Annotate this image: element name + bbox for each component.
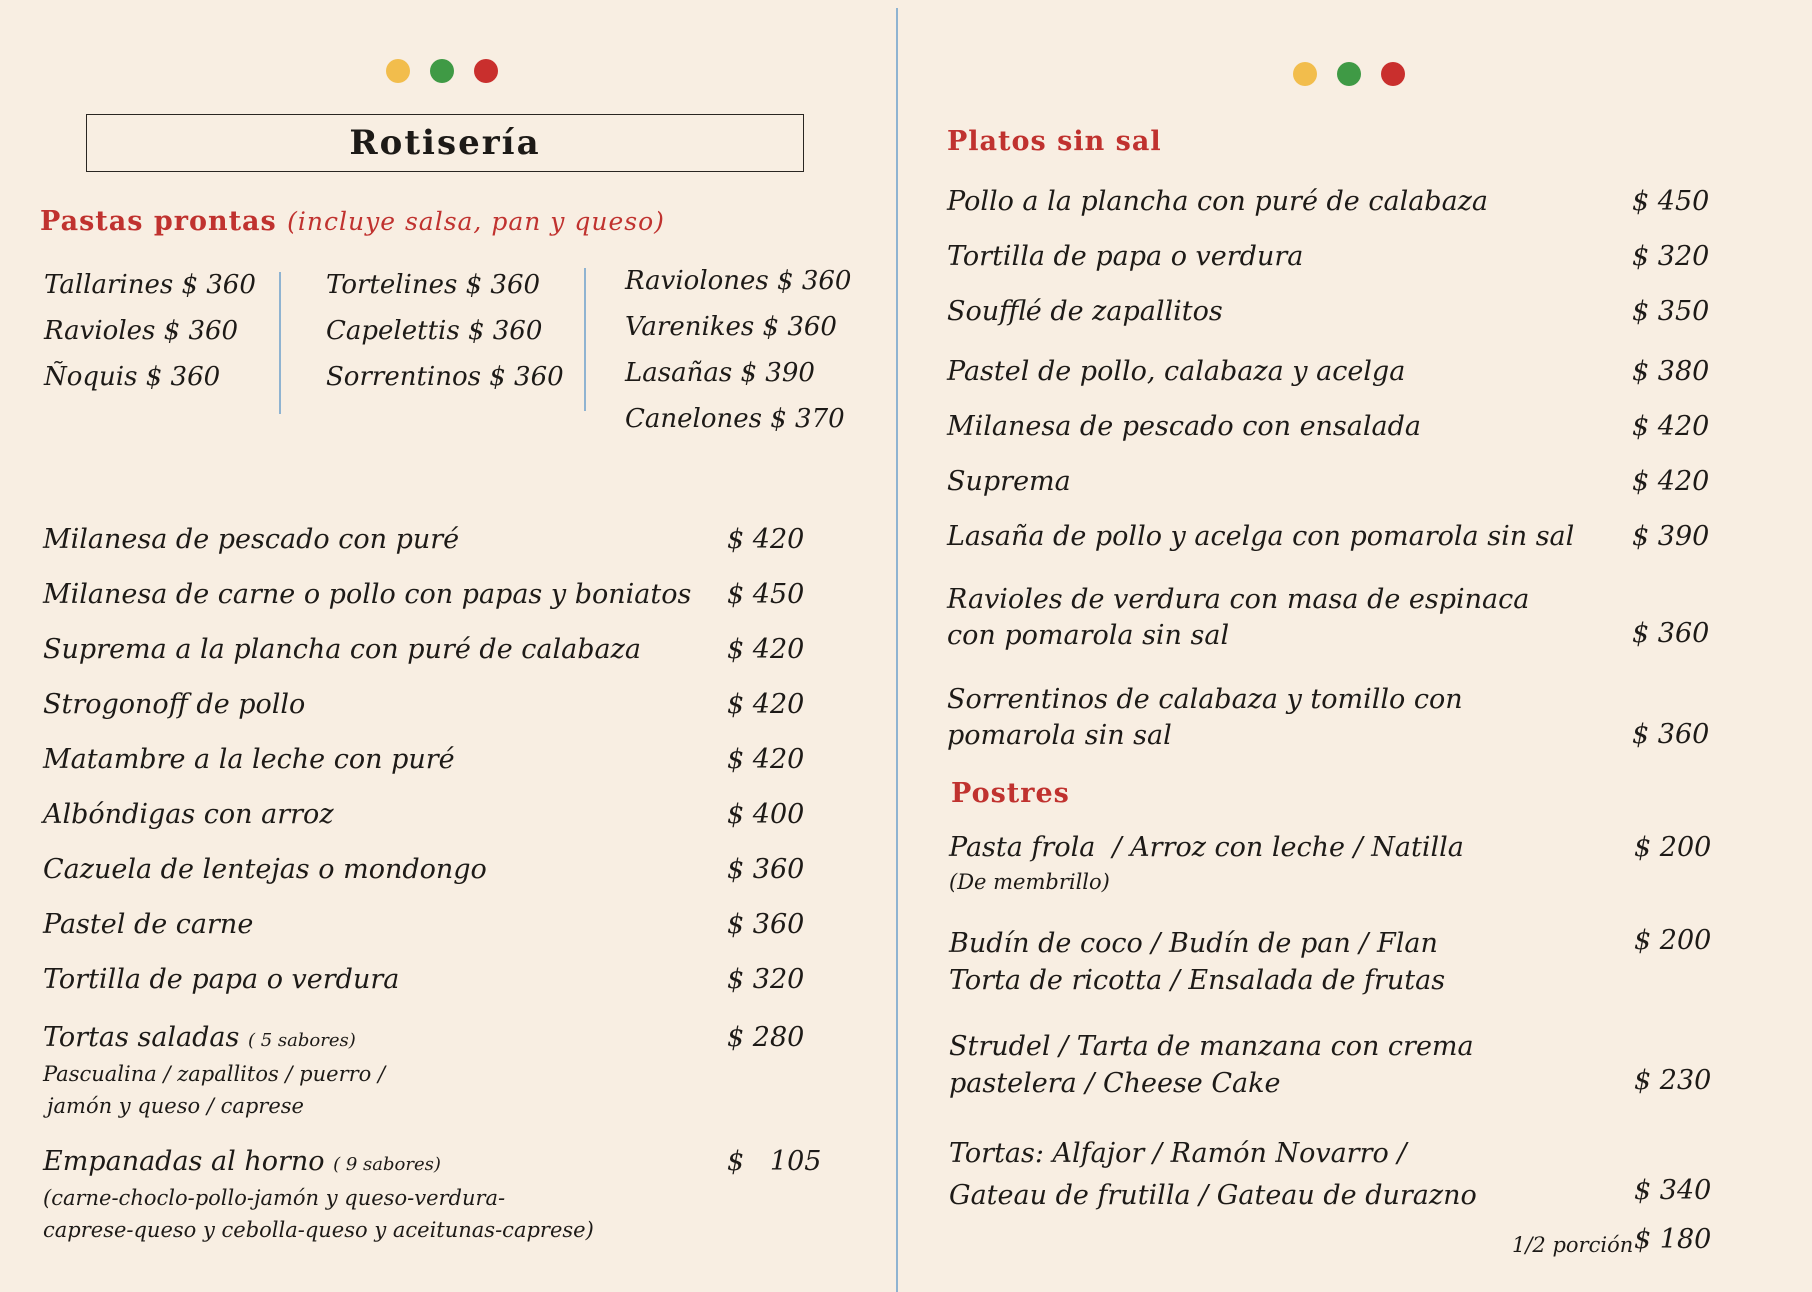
dish-name: Suprema a la plancha con puré de calabaza xyxy=(43,634,641,665)
decorative-dots xyxy=(1293,62,1405,86)
dish-price: $ 350 xyxy=(1632,296,1710,327)
dish-name: Strogonoff de pollo xyxy=(43,689,306,720)
tortas-saladas-note: ( 5 sabores) xyxy=(247,1030,356,1051)
dish-price: $ 360 xyxy=(727,854,805,885)
flavor-line: Pascualina / zapallitos / puerro / xyxy=(43,1062,386,1086)
empanadas-name xyxy=(43,1146,441,1177)
decorative-dots xyxy=(386,59,498,83)
dish-price: $ 420 xyxy=(727,524,805,555)
pastas-heading-label: Pastas prontas xyxy=(40,206,277,237)
dish-name: Cazuela de lentejas o mondongo xyxy=(43,854,487,885)
pasta-item: Sorrentinos $ 360 xyxy=(326,362,564,392)
pastas-heading xyxy=(40,206,665,237)
yellow-dot-icon xyxy=(386,59,410,83)
tortas-saladas-name xyxy=(43,1022,356,1053)
pasta-item: Tallarines $ 360 xyxy=(44,270,256,300)
postre-group xyxy=(949,1028,1474,1102)
dish-name: Pastel de carne xyxy=(43,909,254,940)
dish-name: Suprema xyxy=(947,466,1071,497)
tortas-saladas-flavors xyxy=(43,1058,385,1122)
dish-line: Sorrentinos de calabaza y tomillo con xyxy=(947,684,1463,715)
flavor-line: caprese-queso y cebolla-queso y aceitunas-caprese) xyxy=(43,1218,594,1242)
dish-price: $ 390 xyxy=(1632,521,1710,552)
dish-price: $ 380 xyxy=(1632,356,1710,387)
pasta-item: Raviolones $ 360 xyxy=(625,266,852,296)
dish-price: $ 420 xyxy=(727,744,805,775)
column-divider xyxy=(584,268,586,411)
postre-price: $ 200 xyxy=(1634,832,1712,863)
dish-line: pomarola sin sal xyxy=(947,720,1172,751)
postre-price: $ 340 xyxy=(1634,1175,1712,1206)
postres-heading: Postres xyxy=(951,778,1070,809)
dish-name: Soufflé de zapallitos xyxy=(947,296,1223,327)
postre-line: Torta de ricotta / Ensalada de frutas xyxy=(949,965,1446,996)
pasta-item: Canelones $ 370 xyxy=(625,404,845,434)
pastas-subheading: (incluye salsa, pan y queso) xyxy=(287,207,665,236)
empanadas-label: Empanadas al horno xyxy=(43,1146,325,1177)
pasta-item: Ñoquis $ 360 xyxy=(44,362,221,392)
pastas-column-1 xyxy=(44,262,256,400)
empanadas-note: ( 9 sabores) xyxy=(333,1154,441,1175)
dish-line: Ravioles de verdura con masa de espinaca xyxy=(947,584,1530,615)
pasta-item: Tortelines $ 360 xyxy=(326,270,541,300)
red-dot-icon xyxy=(474,59,498,83)
dish-name: Lasaña de pollo y acelga con pomarola sin sal xyxy=(947,521,1575,552)
postre-line: Gateau de frutilla / Gateau de durazno xyxy=(949,1180,1477,1211)
dish-line: con pomarola sin sal xyxy=(947,620,1230,651)
dish-price: $ 360 xyxy=(1632,618,1710,649)
dish-name: Milanesa de carne o pollo con papas y boniatos xyxy=(43,579,692,610)
postre-price: $ 230 xyxy=(1634,1065,1712,1096)
dish-name: Milanesa de pescado con ensalada xyxy=(947,411,1422,442)
flavor-line: (carne-choclo-pollo-jamón y queso-verdura- xyxy=(43,1186,506,1210)
postre-line: pastelera / Cheese Cake xyxy=(949,1068,1281,1099)
empanadas-price: $ 105 xyxy=(727,1146,822,1177)
page-title: Rotisería xyxy=(86,114,804,172)
dish-price: $ 420 xyxy=(727,634,805,665)
pasta-item: Ravioles $ 360 xyxy=(44,316,239,346)
dish-price: $ 400 xyxy=(727,799,805,830)
page-divider xyxy=(896,8,898,1292)
dish-price: $ 360 xyxy=(1632,719,1710,750)
dish-name: Pastel de pollo, calabaza y acelga xyxy=(947,356,1406,387)
left-page xyxy=(0,0,896,1292)
green-dot-icon xyxy=(430,59,454,83)
dish-name: Matambre a la leche con puré xyxy=(43,744,455,775)
sorrentinos-sin-sal xyxy=(947,682,1463,754)
dish-name: Tortilla de papa o verdura xyxy=(43,964,400,995)
ravioles-sin-sal xyxy=(947,582,1529,654)
tortas-saladas-label: Tortas saladas xyxy=(43,1022,240,1053)
dish-price: $ 450 xyxy=(727,579,805,610)
tortas-saladas-price: $ 280 xyxy=(727,1022,805,1053)
postre-note: (De membrillo) xyxy=(949,870,1110,894)
sin-sal-heading: Platos sin sal xyxy=(947,126,1162,157)
empanadas-flavors xyxy=(43,1182,594,1246)
postre-line: Strudel / Tarta de manzana con crema xyxy=(949,1031,1474,1062)
dish-name: Milanesa de pescado con puré xyxy=(43,524,460,555)
dish-price: $ 360 xyxy=(727,909,805,940)
dish-price: $ 420 xyxy=(727,689,805,720)
postre-group xyxy=(949,925,1445,999)
right-page xyxy=(899,0,1812,1292)
dish-price: $ 320 xyxy=(727,964,805,995)
yellow-dot-icon xyxy=(1293,62,1317,86)
postre-price: $ 200 xyxy=(1634,925,1712,956)
pasta-item: Capelettis $ 360 xyxy=(326,316,543,346)
green-dot-icon xyxy=(1337,62,1361,86)
pasta-item: Lasañas $ 390 xyxy=(625,358,815,388)
pastas-column-2 xyxy=(326,262,564,400)
red-dot-icon xyxy=(1381,62,1405,86)
dish-price: $ 420 xyxy=(1632,411,1710,442)
pastas-column-3 xyxy=(625,258,851,442)
column-divider xyxy=(279,272,281,414)
dish-price: $ 420 xyxy=(1632,466,1710,497)
dish-name: Tortilla de papa o verdura xyxy=(947,241,1304,272)
dish-price: $ 320 xyxy=(1632,241,1710,272)
dish-price: $ 450 xyxy=(1632,186,1710,217)
dish-name: Albóndigas con arroz xyxy=(43,799,334,830)
postre-line: Pasta frola / Arroz con leche / Natilla xyxy=(949,832,1464,863)
dish-name: Pollo a la plancha con puré de calabaza xyxy=(947,186,1489,217)
half-portion-label: 1/2 porción xyxy=(1512,1233,1634,1257)
postre-line: Tortas: Alfajor / Ramón Novarro / xyxy=(949,1138,1407,1169)
pasta-item: Varenikes $ 360 xyxy=(625,312,837,342)
flavor-line: jamón y queso / caprese xyxy=(47,1094,304,1118)
postre-group xyxy=(949,1133,1477,1217)
half-portion-price: $ 180 xyxy=(1634,1224,1712,1255)
postre-line: Budín de coco / Budín de pan / Flan xyxy=(949,928,1438,959)
